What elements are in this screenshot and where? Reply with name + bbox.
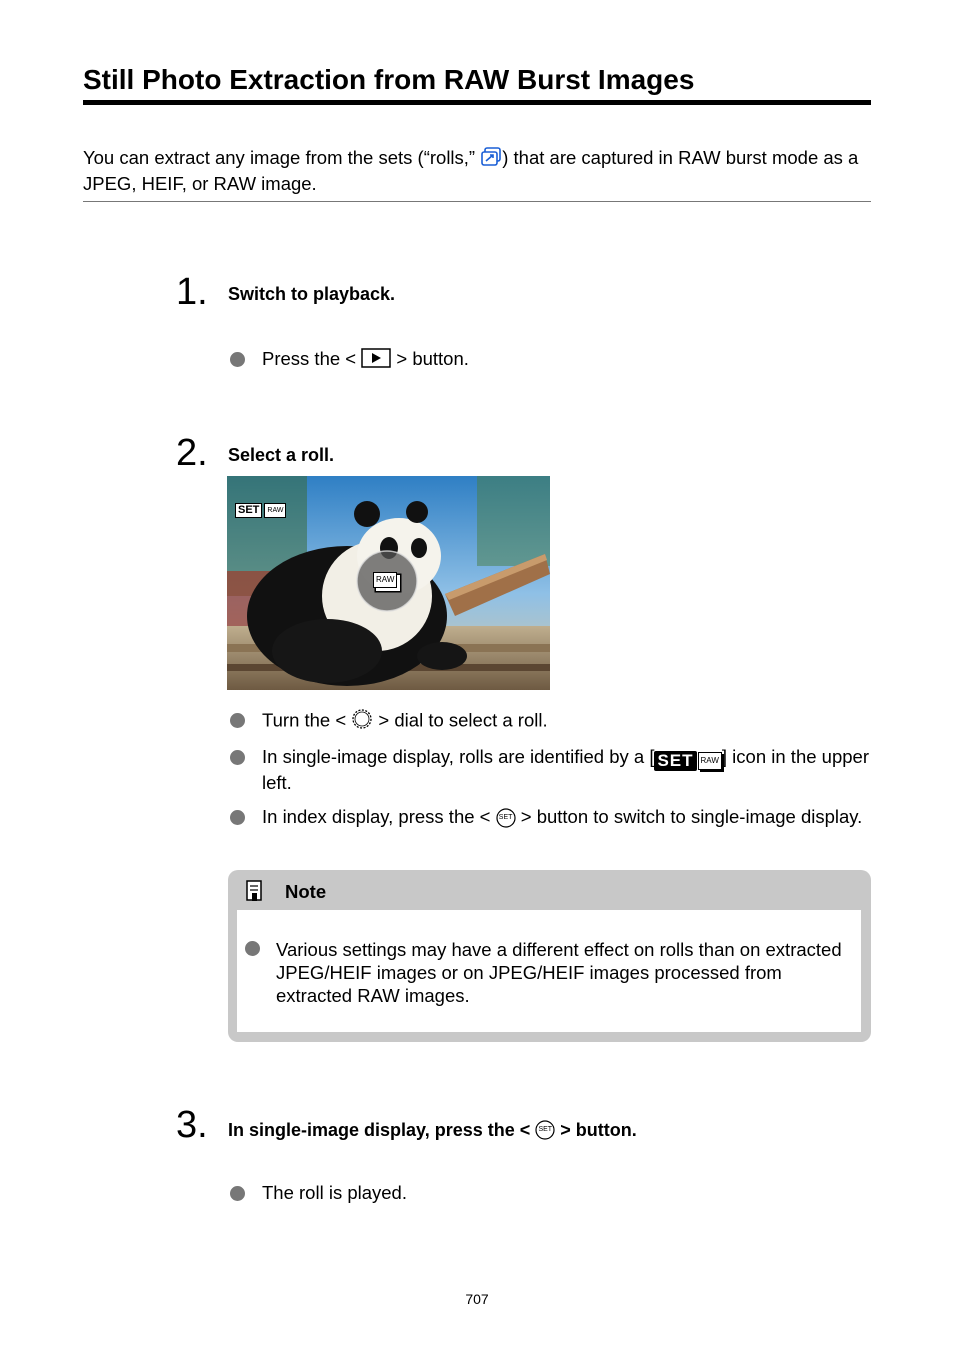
note-body xyxy=(237,910,861,1032)
note-icon xyxy=(246,880,264,907)
set-raw-icon xyxy=(654,748,721,771)
bullet-text: The roll is played. xyxy=(262,1182,407,1203)
bullet-dot xyxy=(230,352,245,367)
step-3-bullet xyxy=(230,1181,870,1204)
intro-text-2: ) that are captured in RAW burst mode as a JPEG, HEIF, or RAW image. xyxy=(83,147,859,194)
bullet-text: In index display, press the < xyxy=(262,806,496,827)
page-number: 707 xyxy=(465,1291,489,1307)
set-button-icon xyxy=(496,808,516,828)
step-2-bullet-2 xyxy=(230,745,870,794)
bullet-text: Press the < xyxy=(262,348,362,369)
note-item-text: Various settings may have a different effect on rolls than on extracted JPEG/HEIF images or on JPEG/HEIF images processed from extracted RAW images. xyxy=(276,939,842,1006)
set-icon-label: SET xyxy=(654,751,696,771)
bullet-text: Turn the < xyxy=(262,709,352,731)
step-1-number: 1. xyxy=(176,271,208,313)
step-3-title-text: In single-image display, press the < xyxy=(228,1120,536,1140)
note-box xyxy=(228,870,871,1042)
roll-icon xyxy=(480,147,502,172)
bullet-text: > button to switch to single-image display. xyxy=(515,806,863,827)
badge-raw-label: RAW xyxy=(264,503,286,518)
set-raw-badge xyxy=(235,503,286,518)
step-2-bullet-3 xyxy=(230,805,870,828)
set-button-label: SET xyxy=(538,1126,553,1133)
step-2-title: Select a roll. xyxy=(228,445,335,465)
bullet-text: ] icon in the upper left. xyxy=(262,746,869,793)
bullet-text: > button. xyxy=(391,348,469,369)
bullet-dot xyxy=(230,750,245,765)
step-3-title-text: > button. xyxy=(555,1120,637,1140)
page-title: Still Photo Extraction from RAW Burst Images xyxy=(83,62,871,105)
note-header xyxy=(228,870,871,910)
note-item xyxy=(245,938,845,1007)
step-3-number: 3. xyxy=(176,1104,208,1146)
quick-control-dial-icon xyxy=(351,708,373,735)
badge-set-label: SET xyxy=(235,503,262,518)
intro-text-1: You can extract any image from the sets (“rolls,” xyxy=(83,147,481,168)
bullet-dot xyxy=(245,941,260,956)
set-button-label: SET xyxy=(498,814,513,822)
step-3-title xyxy=(228,1120,637,1141)
step-2-bullet-1 xyxy=(230,708,870,735)
intro-paragraph xyxy=(83,146,871,202)
step-1-bullet xyxy=(230,347,870,373)
center-raw-label: RAW xyxy=(373,572,397,588)
note-title: Note xyxy=(285,881,327,902)
step-1-title: Switch to playback. xyxy=(228,284,396,304)
panda-photo xyxy=(227,476,550,690)
raw-icon-label: RAW xyxy=(698,752,722,770)
bullet-text: > dial to select a roll. xyxy=(373,709,548,731)
bullet-dot xyxy=(230,1186,245,1201)
bullet-dot xyxy=(230,713,245,728)
bullet-text: In single-image display, rolls are identified by a [ xyxy=(262,746,655,767)
bullet-dot xyxy=(230,810,245,825)
playback-button-icon xyxy=(361,348,391,373)
center-raw-icon xyxy=(373,572,397,588)
step-2-number: 2. xyxy=(176,432,208,474)
set-button-icon xyxy=(535,1120,555,1140)
